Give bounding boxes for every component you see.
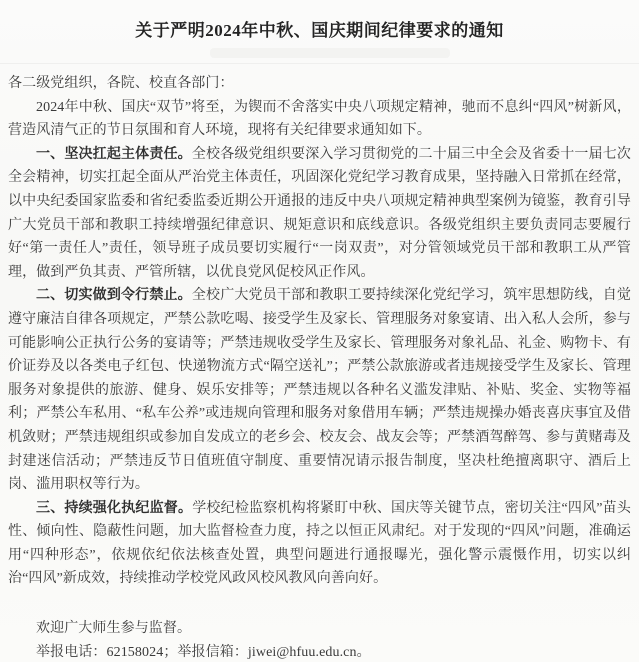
report-phone-number: 62158024 xyxy=(106,644,164,660)
scan-artifact xyxy=(210,48,450,58)
section-1-paragraph xyxy=(8,143,631,285)
contact-line xyxy=(8,641,631,662)
section-1-body: 全校各级党组织要深入学习贯彻党的二十届三中全会及省委十一届七次全会精神，切实扛起全面从严治党主体责任，巩固深化党纪学习教育成果，坚持融入日常抓在经常，以中央纪委国家监委和省纪委监委近期公开通报的违反中央八项规定精神典型案例为镜鉴，教育引导广大党员干部和教职工持续增强纪律意识、规矩意识和底线意识。各级党组织主要负责同志要履行好“第一责任人”责任，领导班子成员要切实履行“一岗双责”，对分管领域党员干部和教职工从严管理，做到严负其责、严管所辖，以优良党风促校风正作风。 xyxy=(8,146,631,280)
contact-period: 。 xyxy=(356,644,371,660)
report-phone-label: 举报电话： xyxy=(36,644,107,660)
intro-paragraph: 2024年中秋、国庆“双节”将至，为锲而不舍落实中央八项规定精神，驰而不息纠“四风”树新风，营造风清气正的节日氛围和育人环境，现将有关纪律要求通知如下。 xyxy=(8,99,631,139)
section-3-paragraph xyxy=(8,497,631,591)
closing-line: 欢迎广大师生参与监督。 xyxy=(36,621,192,637)
salutation-line: 各二级党组织，各院、校直各部门： xyxy=(8,76,234,91)
report-email-label: 举报信箱： xyxy=(177,644,248,660)
contact-separator: ； xyxy=(163,644,178,660)
document-title: 关于严明2024年中秋、国庆期间纪律要求的通知 xyxy=(135,21,504,40)
section-3-body: 学校纪检监察机构将紧盯中秋、国庆等关键节点，密切关注“四风”苗头性、倾向性、隐蔽性问题，加大监督检查力度，持之以恒正风肃纪。对于发现的“四风”问题，准确运用“四种形态”，依规依纪依法核查处置，典型问题进行通报曝光，强化警示震慑作用，切实以纠治“四风”新成效，持续推动学校党风政风校风教风向善向好。 xyxy=(8,500,631,587)
scan-artifact xyxy=(0,63,639,64)
section-1-heading: 一、坚决扛起主体责任。 xyxy=(36,146,192,162)
report-email-address: jiwei@hfuu.edu.cn xyxy=(247,644,357,660)
section-2-heading: 二、切实做到令行禁止。 xyxy=(36,288,192,304)
section-2-body: 全校广大党员干部和教职工要持续深化党纪学习，筑牢思想防线，自觉遵守廉洁自律各项规定，严禁公款吃喝、接受学生及家长、管理服务对象宴请、出入私人会所，参与可能影响公正执行公务的宴请等；严禁违规收受学生及家长、管理服务对象礼品、礼金、购物卡、有价证券及以各类电子红包、快递物流方式“隔空送礼”；严禁公款旅游或者违规接受学生及家长、管理服务对象提供的旅游、健身、娱乐安排等；严禁违规以各种名义滥发津贴、补贴、奖金、实物等福利；严禁公车私用、“私车公养”或违规向管理和服务对象借用车辆；严禁违规操办婚丧喜庆事宜及借机敛财；严禁违规组织或参加自发成立的老乡会、校友会、战友会等；严禁酒驾醉驾、参与黄赌毒及封建迷信活动；严禁违反节日值班值守制度、重要情况请示报告制度，坚决杜绝擅离职守、酒后上岗、滥用职权等行为。 xyxy=(8,288,631,493)
section-2-paragraph xyxy=(8,284,631,496)
document-body xyxy=(8,72,631,662)
section-3-heading: 三、持续强化执纪监督。 xyxy=(36,500,193,516)
